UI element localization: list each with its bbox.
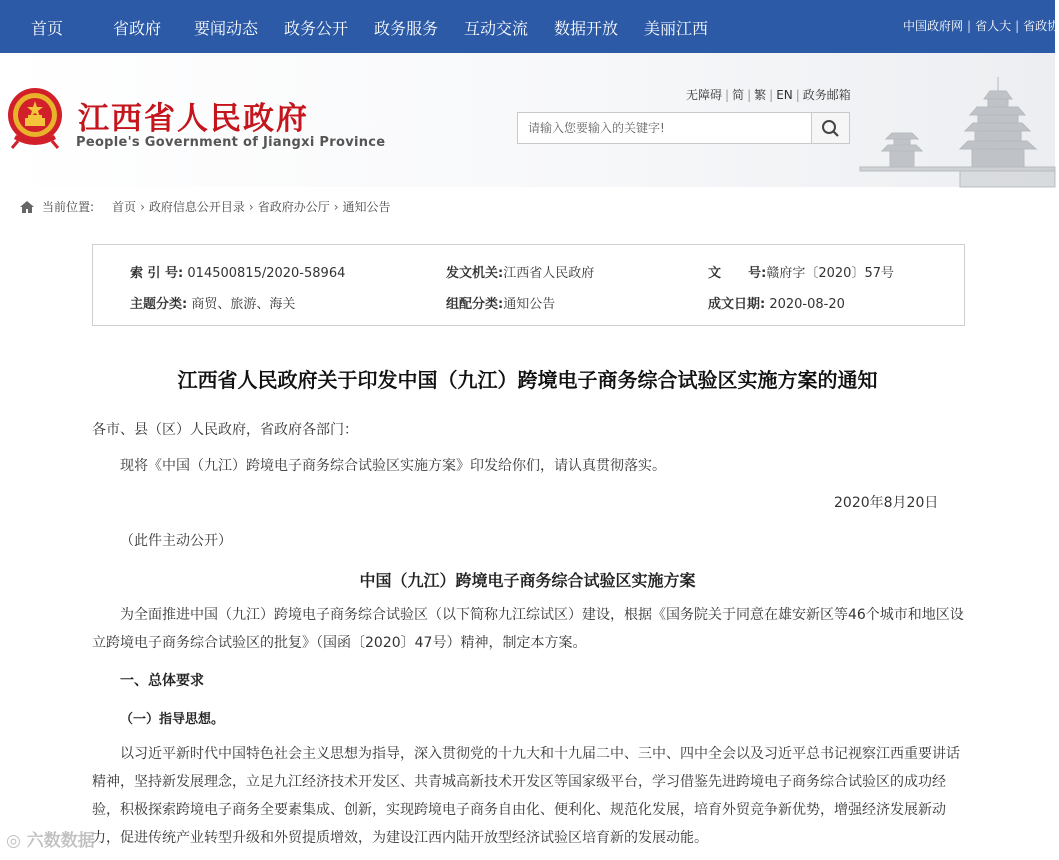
search-icon — [812, 113, 850, 143]
nav-item-gov-affairs-open[interactable]: 政务公开 — [284, 19, 349, 38]
index-number-value: 014500815/2020-58964 — [187, 266, 346, 281]
home-icon — [20, 201, 34, 213]
article-title: 江西省人民政府关于印发中国（九江）跨境电子商务综合试验区实施方案的通知 — [177, 368, 878, 392]
assembly-category — [446, 293, 555, 312]
public-note: （此件主动公开） — [120, 533, 232, 549]
breadcrumb-label: 当前位置: — [42, 200, 95, 214]
national-emblem-logo — [4, 85, 66, 151]
nav-item-news[interactable]: 要闻动态 — [194, 19, 259, 38]
section-heading: 一、总体要求 — [120, 673, 204, 689]
watermark-text: 六数数据 — [26, 831, 95, 851]
nav-item-home[interactable]: 首页 — [31, 19, 64, 38]
breadcrumb — [20, 198, 391, 215]
nav-item-open-data[interactable]: 数据开放 — [554, 19, 619, 38]
guiding-ideology-paragraph: 以习近平新时代中国特色社会主义思想为指导，深入贯彻党的十九大和十九届二中、三中、四中全会以及习近平总书记视察江西重要讲话精神，坚持新发展理念，立足九江经济技术开发区、共青城高新技术开发区等国家级平台，学习借鉴先进跨境电子商务综合试验区的成功经验，积极探索跨境电子商务全要素集成、创新，实现跨境电子商务自由化、便利化、规范化发展，培育外贸竞争新优势，增强经济发展新动力，促进传统产业转型升级和外贸提质增效，为建设江西内陆开放型经济试验区培育新的发展动能。 — [92, 746, 960, 846]
issue-date: 2020年8月20日 — [834, 495, 939, 511]
plan-intro: 为全面推进中国（九江）跨境电子商务综合试验区（以下简称九江综试区）建设，根据《国务院关于同意在雄安新区等46个城市和地区设立跨境电子商务综合试验区的批复》（国函〔2020〕47号）精神，制定本方案。 — [92, 607, 964, 651]
index-number-label: 索 引 号: — [130, 266, 184, 281]
written-date-value: 2020-08-20 — [769, 297, 845, 312]
salutation: 各市、县（区）人民政府，省政府各部门： — [92, 422, 358, 438]
site-title: 江西省人民政府 — [78, 101, 309, 137]
accessibility-link[interactable]: 无障碍 — [686, 88, 723, 102]
search-button[interactable] — [811, 113, 849, 143]
breadcrumb-arrow-icon: › — [333, 199, 339, 214]
topic-category — [130, 293, 295, 312]
issuing-authority — [446, 262, 594, 281]
divider: | — [967, 19, 972, 33]
topic-category-label: 主题分类: — [130, 297, 188, 312]
breadcrumb-notices[interactable]: 通知公告 — [342, 200, 391, 214]
issuing-authority-label: 发文机关: — [446, 266, 504, 281]
simplified-chinese-link[interactable]: 简 — [732, 88, 745, 102]
document-info-box — [92, 244, 965, 326]
link-china-gov[interactable]: 中国政府网 — [903, 19, 964, 33]
site-header — [0, 53, 1055, 187]
issuing-authority-value: 江西省人民政府 — [503, 266, 595, 281]
document-number-label: 文 号: — [708, 266, 767, 281]
link-provincial-congress[interactable]: 省人大 — [975, 19, 1012, 33]
breadcrumb-arrow-icon: › — [248, 199, 254, 214]
site-subtitle: People's Government of Jiangxi Province — [76, 135, 386, 150]
pagoda-illustration — [860, 67, 1055, 187]
written-date — [708, 293, 845, 312]
traditional-chinese-link[interactable]: 繁 — [754, 88, 767, 102]
nav-item-gov-services[interactable]: 政务服务 — [374, 19, 439, 38]
plan-title: 中国（九江）跨境电子商务综合试验区实施方案 — [359, 571, 696, 590]
divider: | — [769, 88, 774, 102]
divider: | — [725, 88, 730, 102]
search-input[interactable] — [518, 113, 811, 143]
nav-item-province-gov[interactable]: 省政府 — [113, 19, 162, 38]
divider: | — [795, 88, 800, 102]
document-number-value: 赣府字〔2020〕57号 — [766, 266, 894, 281]
divider: | — [747, 88, 752, 102]
watermark-icon: ◎ — [6, 831, 27, 851]
external-links — [903, 17, 1059, 34]
nav-item-beautiful-jiangxi[interactable]: 美丽江西 — [644, 19, 709, 38]
link-provincial-cppcc[interactable]: 省政协 — [1023, 19, 1059, 33]
breadcrumb-arrow-icon: › — [140, 199, 145, 214]
assembly-category-label: 组配分类: — [446, 297, 504, 312]
search-box — [517, 112, 850, 144]
written-date-label: 成文日期: — [708, 297, 766, 312]
subsection-heading: （一）指导思想。 — [120, 712, 225, 727]
breadcrumb-info-catalog[interactable]: 政府信息公开目录 — [148, 200, 245, 214]
assembly-category-value: 通知公告 — [503, 297, 556, 312]
breadcrumb-home[interactable]: 首页 — [112, 200, 137, 214]
gov-mail-link[interactable]: 政务邮箱 — [802, 88, 851, 102]
divider: | — [1015, 19, 1020, 33]
watermark-logo — [6, 826, 95, 851]
utility-links — [686, 86, 851, 103]
breadcrumb-general-office[interactable]: 省政府办公厅 — [257, 200, 330, 214]
notice-body: 现将《中国（九江）跨境电子商务综合试验区实施方案》印发给你们，请认真贯彻落实。 — [120, 458, 666, 474]
english-link[interactable]: EN — [776, 88, 793, 102]
topic-category-value: 商贸、旅游、海关 — [191, 297, 296, 312]
document-number — [708, 262, 894, 281]
nav-item-interaction[interactable]: 互动交流 — [464, 19, 529, 38]
index-number — [130, 262, 345, 281]
top-nav-bar — [0, 0, 1059, 53]
